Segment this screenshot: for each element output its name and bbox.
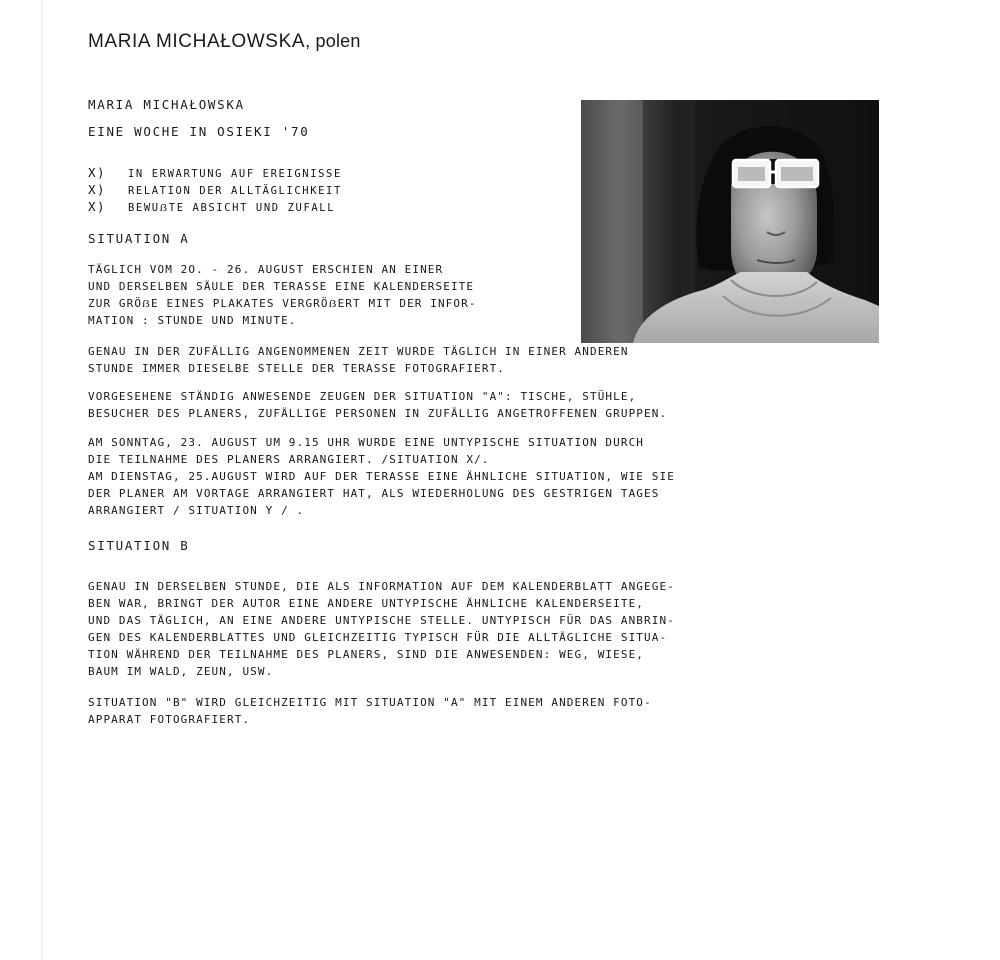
- text-line: GEN DES KALENDERBLATTES UND GLEICHZEITIG TYPISCH FÜR DIE ALLTÄGLICHE SITUA-: [88, 631, 668, 644]
- theme-marker: X): [88, 182, 107, 197]
- text-line: MATION : STUNDE UND MINUTE.: [88, 314, 297, 327]
- text-line: BESUCHER DES PLANERS, ZUFÄLLIGE PERSONEN IN ZUFÄLLIG ANGETROFFENEN GRUPPEN.: [88, 407, 668, 420]
- text-line: SITUATION "B" WIRD GLEICHZEITIG MIT SITUATION "A" MIT EINEM ANDEREN FOTO-: [88, 696, 652, 709]
- text-line: TÄGLICH VOM 2O. - 26. AUGUST ERSCHIEN AN EINER: [88, 263, 444, 276]
- artist-country: , polen: [305, 31, 361, 51]
- theme-item: [88, 162, 342, 179]
- text-line: BEN WAR, BRINGT DER AUTOR EINE ANDERE UNTYPISCHE ÄHNLICHE KALENDERSEITE,: [88, 597, 645, 610]
- text-line: AM DIENSTAG, 25.AUGUST WIRD AUF DER TERASSE EINE ÄHNLICHE SITUATION, WIE SIE: [88, 470, 675, 483]
- text-line: TION WÄHREND DER TEILNAHME DES PLANERS, SIND DIE ANWESENDEN: WEG, WIESE,: [88, 648, 645, 661]
- glasses-icon: [733, 160, 818, 187]
- text-line: GENAU IN DER ZUFÄLLIG ANGENOMMENEN ZEIT WURDE TÄGLICH IN EINER ANDEREN: [88, 345, 629, 358]
- text-line: DER PLANER AM VORTAGE ARRANGIERT HAT, ALS WIEDERHOLUNG DES GESTRIGEN TAGES: [88, 487, 660, 500]
- text-line: DIE TEILNAHME DES PLANERS ARRANGIERT. /SITUATION X/.: [88, 453, 490, 466]
- text-line: ARRANGIERT / SITUATION Y / .: [88, 504, 305, 517]
- theme-item: [88, 196, 342, 213]
- intro-author: MARIA MICHAŁOWSKA: [88, 97, 245, 112]
- theme-list: [88, 162, 342, 213]
- photo-wall: [581, 100, 643, 343]
- work-title: EINE WOCHE IN OSIEKI '70: [88, 124, 310, 139]
- text-line: APPARAT FOTOGRAFIERT.: [88, 713, 251, 726]
- theme-item: [88, 179, 342, 196]
- text-line: AM SONNTAG, 23. AUGUST UM 9.15 UHR WURDE EINE UNTYPISCHE SITUATION DURCH: [88, 436, 645, 449]
- theme-text: IN ERWARTUNG AUF EREIGNISSE: [128, 168, 342, 180]
- situation-b-paragraph-2: [88, 694, 652, 728]
- page-edge-shadow: [41, 0, 43, 960]
- theme-marker: X): [88, 199, 107, 214]
- theme-text: RELATION DER ALLTÄGLICHKEIT: [128, 185, 342, 197]
- situation-a-paragraph-2: [88, 343, 629, 377]
- text-line: BAUM IM WALD, ZEUN, USW.: [88, 665, 274, 678]
- portrait-photo: [581, 100, 879, 343]
- situation-a-paragraph-1: [88, 261, 477, 329]
- text-line: UND DERSELBEN SÄULE DER TERASSE EINE KALENDERSEITE: [88, 280, 475, 293]
- situation-a-paragraph-3: [88, 388, 667, 422]
- theme-text: BEWUẞTE ABSICHT UND ZUFALL: [128, 202, 336, 214]
- situation-b-heading: SITUATION B: [88, 538, 190, 553]
- text-line: VORGESEHENE STÄNDIG ANWESENDE ZEUGEN DER SITUATION "A": TISCHE, STÜHLE,: [88, 390, 637, 403]
- text-line: UND DAS TÄGLICH, AN EINE ANDERE UNTYPISCHE STELLE. UNTYPISCH FÜR DAS ANBRIN-: [88, 614, 675, 627]
- situation-a-paragraph-4: [88, 434, 675, 519]
- theme-marker: X): [88, 165, 107, 180]
- situation-b-paragraph-1: [88, 578, 675, 680]
- page-title: [88, 31, 361, 53]
- text-line: STUNDE IMMER DIESELBE STELLE DER TERASSE FOTOGRAFIERT.: [88, 362, 506, 375]
- text-line: GENAU IN DERSELBEN STUNDE, DIE ALS INFORMATION AUF DEM KALENDERBLATT ANGEGE-: [88, 580, 675, 593]
- artist-name: MARIA MICHAŁOWSKA: [88, 31, 306, 52]
- situation-a-heading: SITUATION A: [88, 231, 190, 246]
- text-line: ZUR GRÖẞE EINES PLAKATES VERGRÖẞERT MIT DER INFOR-: [88, 297, 477, 310]
